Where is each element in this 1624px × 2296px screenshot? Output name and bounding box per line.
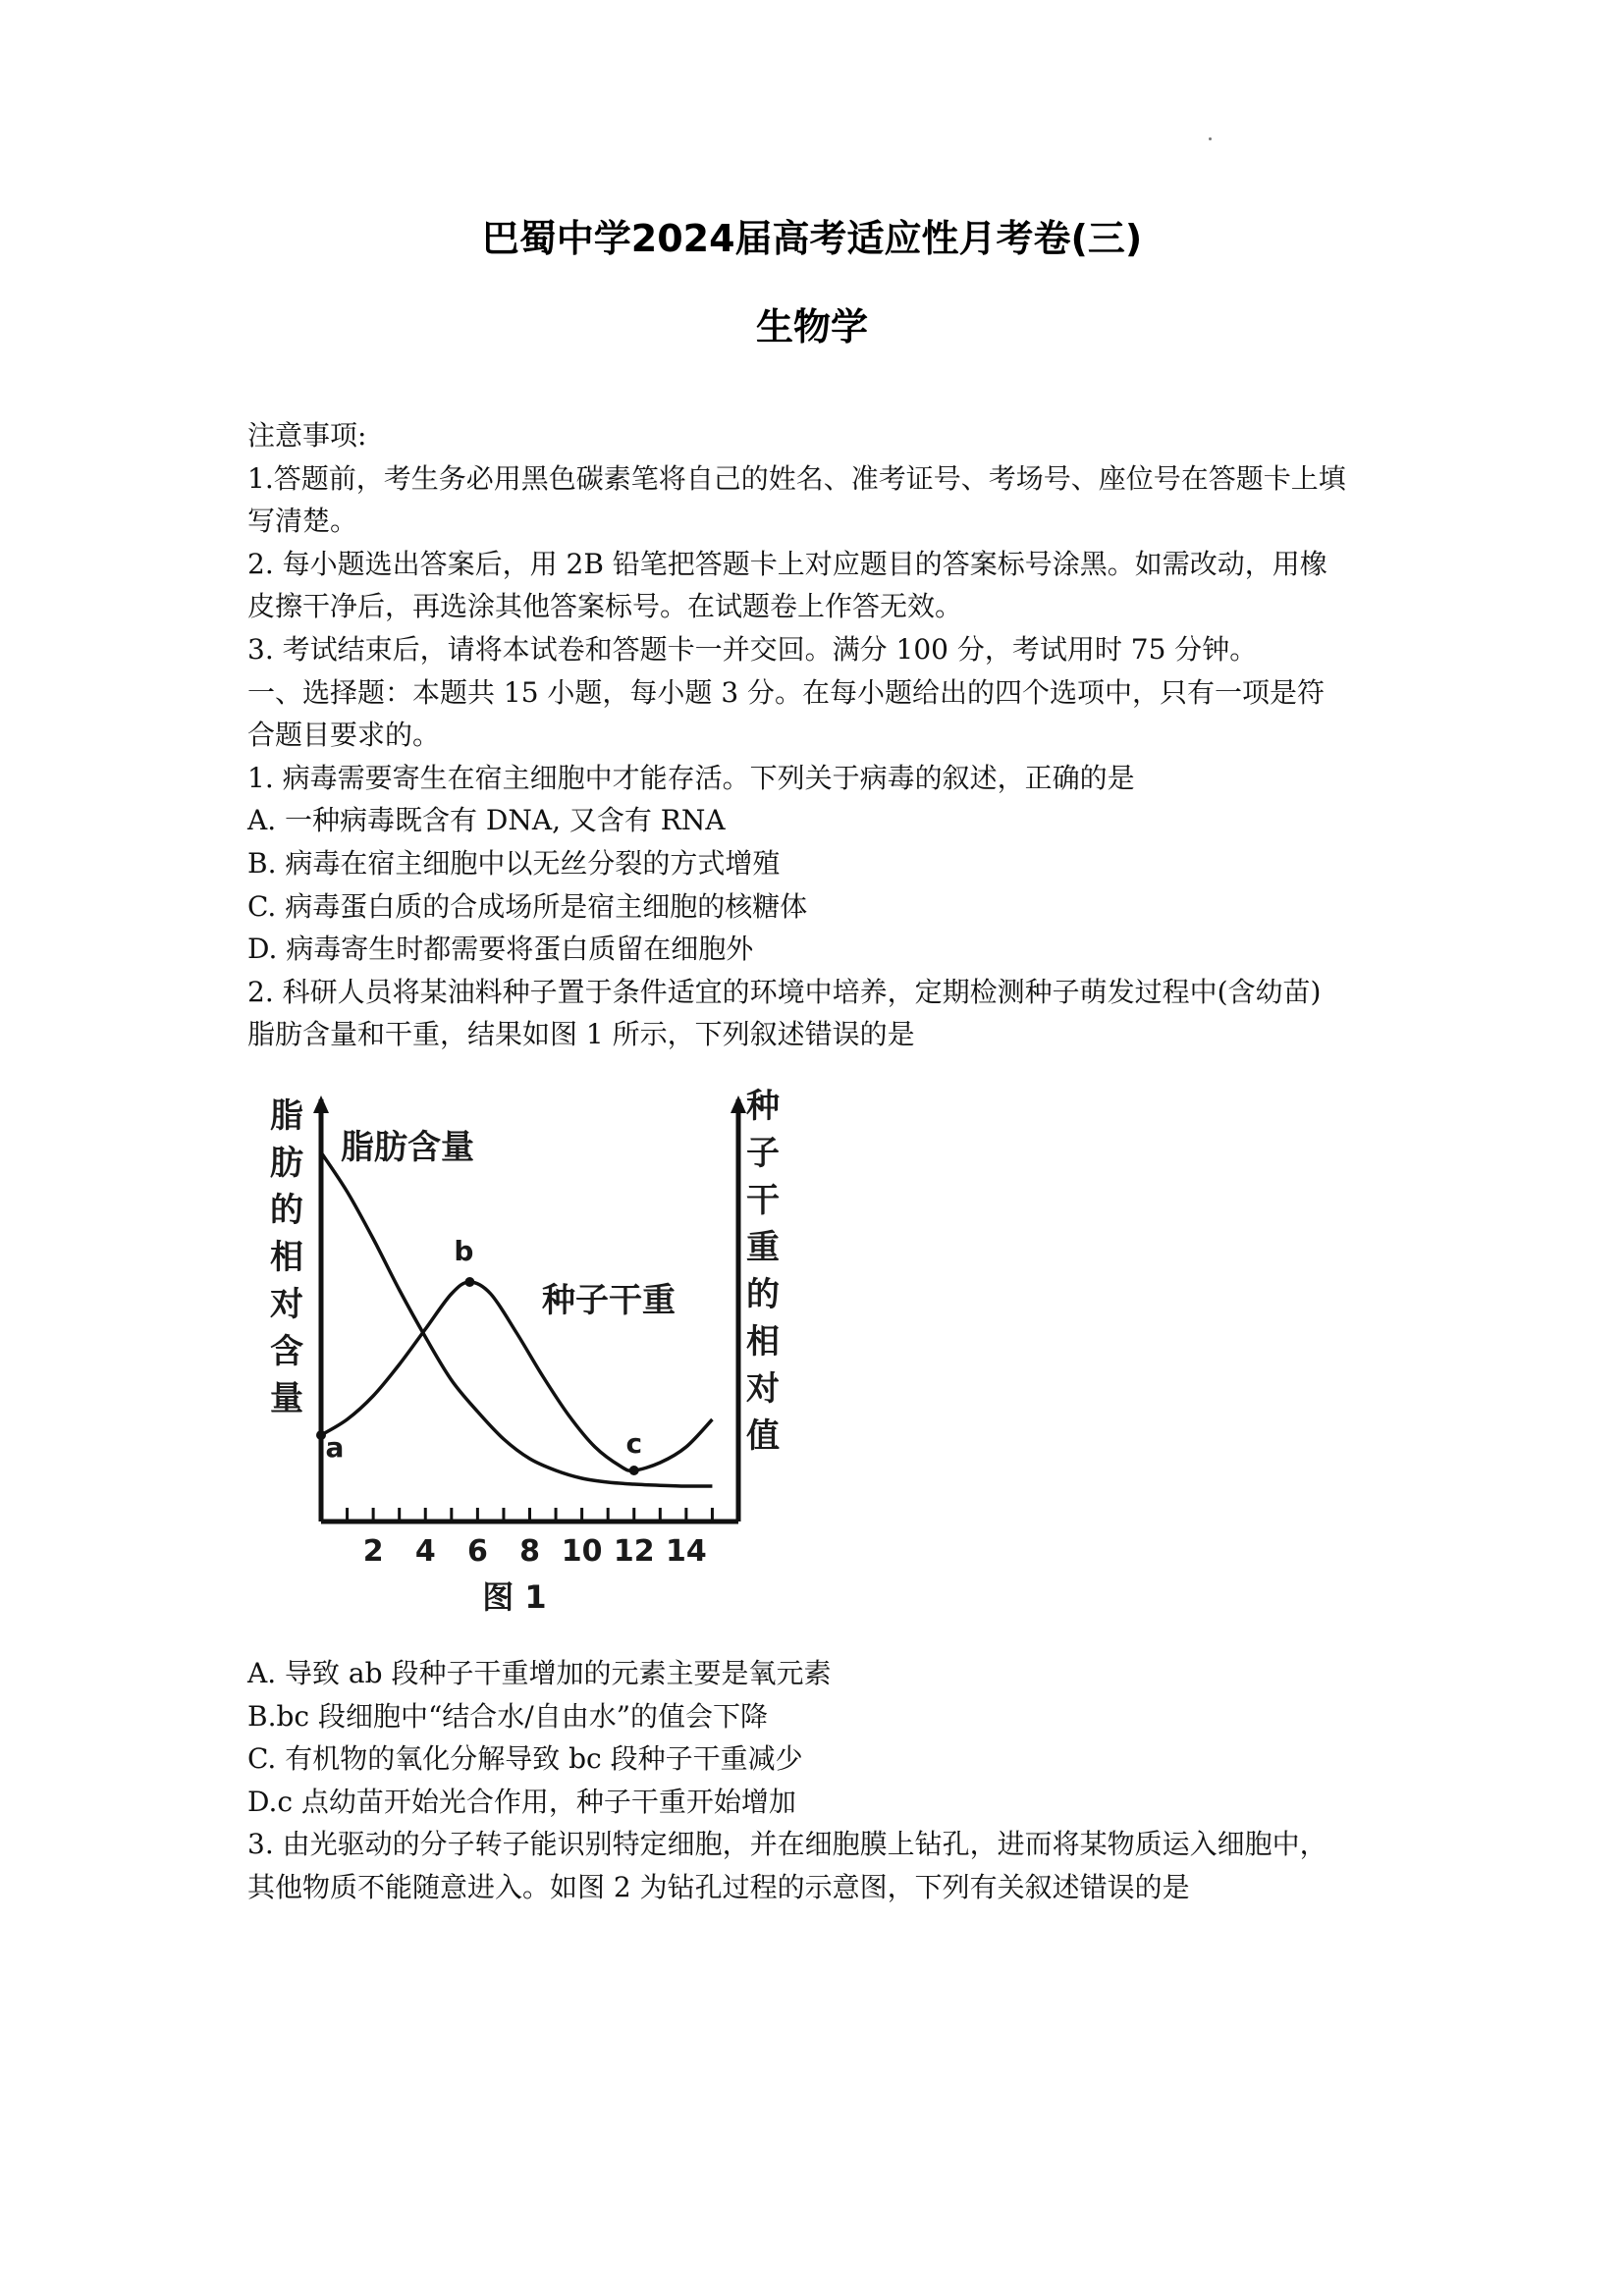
figure-1 <box>257 1070 797 1639</box>
q1-option-c: C. 病毒蛋白质的合成场所是宿主细胞的核糖体 <box>247 889 808 923</box>
point-label-b: b <box>454 1235 474 1267</box>
x-tick-label: 2 <box>362 1534 384 1569</box>
svg-text:量: 量 <box>270 1379 303 1418</box>
svg-text:重: 重 <box>746 1228 780 1267</box>
exam-title: 巴蜀中学2024届高考适应性月考卷(三) <box>481 217 1143 260</box>
q2-stem: 2. 科研人员将某油料种子置于条件适宜的环境中培养，定期检测种子萌发过程中(含幼苗) <box>247 975 1322 1008</box>
svg-text:相: 相 <box>746 1322 780 1362</box>
q2-option-b: B.bc 段细胞中“结合水/自由水”的值会下降 <box>247 1699 769 1733</box>
notice-line: 写清楚。 <box>247 505 358 538</box>
chart-points <box>316 1235 642 1475</box>
svg-text:含: 含 <box>270 1332 303 1371</box>
dry-weight-series-label: 种子干重 <box>542 1281 676 1320</box>
notice-line: 皮擦干净后，再选涂其他答案标号。在试题卷上作答无效。 <box>247 590 963 623</box>
svg-text:相: 相 <box>270 1238 303 1277</box>
x-tick-label: 10 <box>561 1534 603 1569</box>
figure-1-chart <box>257 1070 797 1639</box>
point-label-a: a <box>325 1431 345 1464</box>
q3-stem: 其他物质不能随意进入。如图 2 为钻孔过程的示意图，下列有关叙述错误的是 <box>247 1870 1190 1903</box>
section-heading: 合题目要求的。 <box>247 719 441 752</box>
text-block-top <box>247 414 1386 1056</box>
q1-option-a: A. 一种病毒既含有 DNA, 又含有 RNA <box>247 804 726 837</box>
q2-option-d: D.c 点幼苗开始光合作用，种子干重开始增加 <box>247 1785 796 1818</box>
figure-caption: 图 1 <box>482 1578 547 1616</box>
svg-text:干: 干 <box>746 1181 780 1220</box>
notice-line: 1.答题前，考生务必用黑色碳素笔将自己的姓名、准考证号、考场号、座位号在答题卡上填 <box>247 461 1346 495</box>
svg-text:的: 的 <box>270 1191 303 1230</box>
section-heading: 一、选择题：本题共 15 小题，每小题 3 分。在每小题给出的四个选项中，只有一项是符 <box>247 675 1326 709</box>
svg-text:值: 值 <box>746 1416 780 1456</box>
q2-option-c: C. 有机物的氧化分解导致 bc 段种子干重减少 <box>247 1742 803 1776</box>
x-tick-label: 12 <box>613 1534 655 1569</box>
subject-title: 生物学 <box>755 305 868 348</box>
point-label-c: c <box>625 1427 643 1460</box>
svg-text:脂: 脂 <box>270 1096 303 1136</box>
svg-text:种: 种 <box>746 1087 780 1126</box>
q1-stem: 1. 病毒需要寄生在宿主细胞中才能存活。下列关于病毒的叙述，正确的是 <box>247 761 1135 794</box>
svg-text:对: 对 <box>270 1285 303 1324</box>
notice-line: 2. 每小题选出答案后，用 2B 铅笔把答题卡上对应题目的答案标号涂黑。如需改动，用橡 <box>247 547 1327 580</box>
x-tick-label: 8 <box>519 1534 540 1569</box>
point-c <box>629 1466 639 1475</box>
chart-ticks <box>348 1508 713 1569</box>
q3-stem: 3. 由光驱动的分子转子能识别特定细胞，并在细胞膜上钻孔，进而将某物质运入细胞中， <box>247 1828 1327 1861</box>
q1-option-d: D. 病毒寄生时都需要将蛋白质留在细胞外 <box>247 933 754 966</box>
point-b <box>464 1277 474 1287</box>
notice-heading: 注意事项: <box>247 419 367 452</box>
x-tick-label: 6 <box>466 1534 488 1569</box>
q2-option-a: A. 导致 ab 段种子干重增加的元素主要是氧元素 <box>247 1657 832 1689</box>
x-tick-label: 4 <box>414 1534 436 1569</box>
fat-series-label: 脂肪含量 <box>341 1128 474 1167</box>
left-axis-label <box>270 1096 303 1418</box>
notice-line: 3. 考试结束后，请将本试卷和答题卡一并交回。满分 100 分，考试用时 75 分钟。 <box>247 632 1258 666</box>
svg-text:的: 的 <box>746 1275 780 1314</box>
text-block-bottom <box>247 1652 1386 1909</box>
q2-stem: 脂肪含量和干重，结果如图 1 所示，下列叙述错误的是 <box>247 1018 915 1051</box>
q1-option-b: B. 病毒在宿主细胞中以无丝分裂的方式增殖 <box>247 846 781 880</box>
svg-text:肪: 肪 <box>270 1144 303 1183</box>
svg-text:对: 对 <box>746 1369 780 1409</box>
x-tick-label: 14 <box>666 1534 707 1569</box>
scan-dot <box>1209 137 1212 140</box>
svg-text:子: 子 <box>746 1134 780 1173</box>
right-axis-arrow-icon <box>731 1095 746 1113</box>
point-a <box>316 1430 326 1440</box>
left-axis-arrow-icon <box>313 1095 329 1113</box>
right-axis-label <box>746 1087 780 1456</box>
